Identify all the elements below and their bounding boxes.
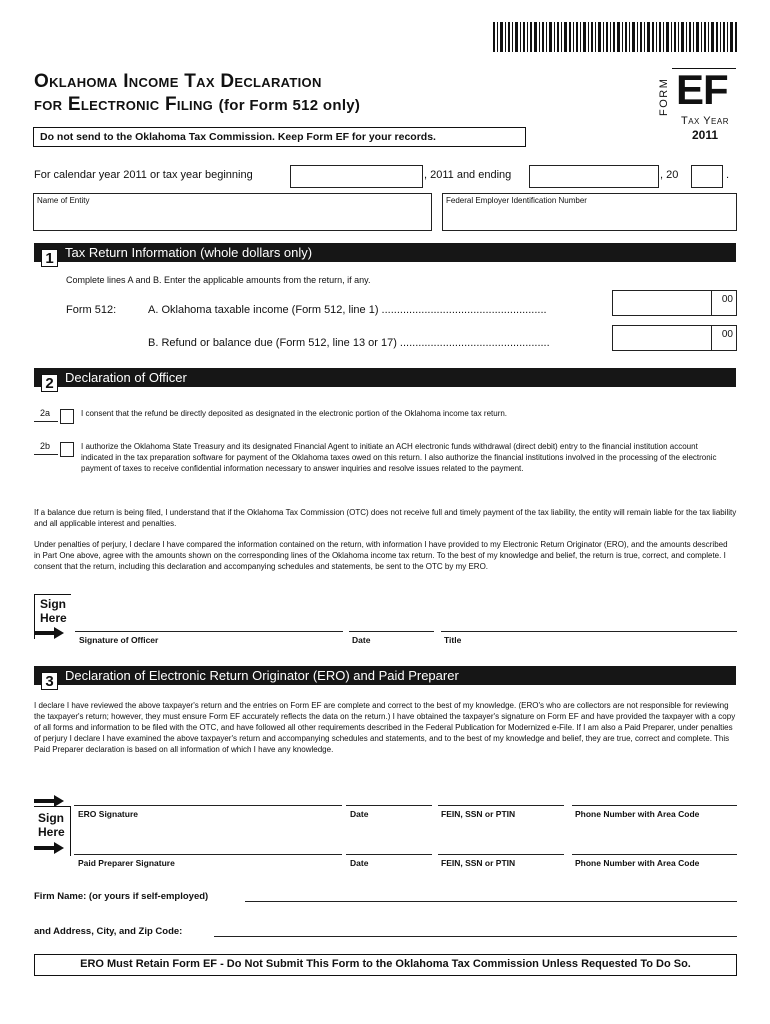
entity-name-label: Name of Entity [37,196,90,205]
preparer-phone-label: Phone Number with Area Code [575,858,700,868]
line-2a-underline [34,421,58,422]
form-title [34,70,360,117]
tax-year-begin-input[interactable] [290,165,423,188]
ero-sign-vertical [70,806,71,856]
preparer-signature-line[interactable] [74,854,342,855]
ero-fein-line[interactable] [438,805,564,806]
line-2b-label: 2b [40,441,51,451]
officer-date-label: Date [352,635,371,645]
consent-2a-text: I consent that the refund be directly deposited as designated in the electronic portion of the Oklahoma income tax return. [81,409,508,418]
officer-signature-label: Signature of Officer [79,635,159,645]
period-suffix: , 20 [660,169,679,181]
officer-title-label: Title [444,635,462,645]
section-3-title: Declaration of Electronic Return Originator (ERO) and Paid Preparer [65,668,459,683]
officer-sign-arrow-icon [34,627,64,639]
line-b-cents-divider [711,326,712,350]
consent-2b-text: I authorize the Oklahoma State Treasury and its designated Financial Agent to initiate an ACH electronic funds withdrawal (direct debit) entry to the financial institution account indicated in the tax preparation software for payment of the Oklahoma taxes owed on this return. I also authorize the financial institutions involved in the processing of the electronic payment of taxes to receive confidential information necessary to answer inquiries and resolve issues related to the payment. [81,442,717,473]
firm-name-line[interactable] [245,901,737,902]
ero-signature-line[interactable] [74,805,342,806]
section-1-title: Tax Return Information (whole dollars only) [65,245,313,260]
records-notice [33,127,526,147]
section-3-header [34,666,736,690]
officer-title-line[interactable] [441,631,737,632]
perjury-paragraph: Under penalties of perjury, I declare I have compared the information contained on the return, with information I have provided to my Electronic Return Originator (ERO), and the amounts described in Part One above, agree with the amounts shown on the corresponding lines of the Oklahoma income tax return. To the best of my knowledge and belief, the return is true, correct, and complete. I consent that the return, including this declaration and accompanying schedules and statements, be sent to the OTC by my ERO. [34,540,728,571]
barcode [493,22,738,52]
period-end: . [726,169,730,181]
footer-notice-text: ERO Must Retain Form EF - Do Not Submit This Form to the Oklahoma Tax Commission Unless Requested To Do So. [80,958,691,970]
consent-2a-checkbox[interactable] [60,409,74,424]
officer-sign-word: Sign [40,597,66,611]
ero-signature-label: ERO Signature [78,809,138,819]
title-line-2 [34,93,360,117]
firm-name-label: Firm Name: (or yours if self-employed) [34,891,209,902]
line-2b-underline [34,454,58,455]
tax-year-end-year-input[interactable] [691,165,723,188]
form-code: EF [676,66,728,113]
ero-declaration-paragraph: I declare I have reviewed the above taxpayer's return and the entries on Form EF are complete and correct to the best of my knowledge. (ERO's who are collectors are not responsible for reviewing the taxpayer's return; however, they must ensure Form EF accurately reflects the data on the return.) I have obtained the taxpayer's signature on Form EF and have provided the taxpayer with a copy of all forms and information to be filed with the OTC, and have followed all other requirements described in the Federal Publication for Modernized e-File. If I am also a Paid Preparer, under penalties of perjury I declare I have examined the above taxpayer's return and accompanying schedules and statements, and to the best of my knowledge and belief, they are true, correct and complete. This Paid Preparer declaration is based on all information of which I have any knowledge. [34,701,736,754]
tax-year-end-input[interactable] [529,165,659,188]
tax-year: 2011 [691,128,719,142]
period-prefix: For calendar year 2011 or tax year beginning [34,169,253,181]
form-vertical-label: FORM [658,77,670,116]
ero-phone-line[interactable] [572,805,737,806]
line-a-cents: 00 [721,294,733,305]
officer-date-line[interactable] [349,631,434,632]
line-2a-label: 2a [40,408,51,418]
preparer-date-label: Date [350,858,369,868]
line-a-cents-divider [711,291,712,315]
line-b-cents: 00 [721,329,733,340]
fein-field[interactable] [442,193,737,231]
section-3-number: 3 [41,672,58,690]
section-1-header [34,243,736,267]
form-code-box [672,68,736,113]
officer-signature-line[interactable] [75,631,343,632]
section-1-intro: Complete lines A and B. Enter the applicable amounts from the return, if any. [66,275,371,285]
form-512-label: Form 512: [66,304,117,316]
entity-name-field[interactable] [33,193,432,231]
barcode-graphic [493,22,738,52]
section-2-header [34,368,736,392]
officer-here-word: Here [40,611,67,625]
records-notice-text: Do not send to the Oklahoma Tax Commission. Keep Form EF for your records. [40,131,436,143]
period-middle: , 2011 and ending [424,169,512,181]
consent-2b-checkbox[interactable] [60,442,74,457]
ero-date-label: Date [350,809,369,819]
preparer-date-line[interactable] [346,854,432,855]
ero-fein-label: FEIN, SSN or PTIN [441,809,516,819]
section-2-number: 2 [41,374,58,392]
preparer-signature-label: Paid Preparer Signature [78,858,175,868]
title-line-1: Oklahoma Income Tax Declaration [34,71,322,92]
title-line-2-main: for Electronic Filing [34,94,214,115]
address-label: and Address, City, and Zip Code: [34,926,183,937]
preparer-fein-label: FEIN, SSN or PTIN [441,858,516,868]
preparer-fein-line[interactable] [438,854,564,855]
fein-label: Federal Employer Identification Number [446,196,587,205]
title-line-2-sub: (for Form 512 only) [218,97,361,114]
section-1-number: 1 [41,249,58,267]
ero-sign-label [38,811,65,839]
officer-sign-label [40,597,67,625]
line-a-amount-input[interactable] [612,290,737,316]
tax-year-label: Tax Year [680,115,730,127]
line-b-label: B. Refund or balance due (Form 512, line 13 or 17) ................................................. [148,337,550,349]
ero-here-word: Here [38,825,65,839]
line-a-label: A. Oklahoma taxable income (Form 512, line 1) ...................................................... [148,304,547,316]
line-b-amount-input[interactable] [612,325,737,351]
preparer-phone-line[interactable] [572,854,737,855]
ero-phone-label: Phone Number with Area Code [575,809,700,819]
balance-due-paragraph: If a balance due return is being filed, I understand that if the Oklahoma Tax Commission (OTC) does not receive full and timely payment of the tax liability, the entity will remain liable for the tax liability and all applicable interest and penalties. [34,508,737,528]
address-line[interactable] [214,936,737,937]
preparer-sign-arrow-icon [34,842,64,854]
footer-notice [34,954,737,976]
ero-date-line[interactable] [346,805,432,806]
ero-sign-word: Sign [38,811,64,825]
section-2-title: Declaration of Officer [65,370,187,385]
